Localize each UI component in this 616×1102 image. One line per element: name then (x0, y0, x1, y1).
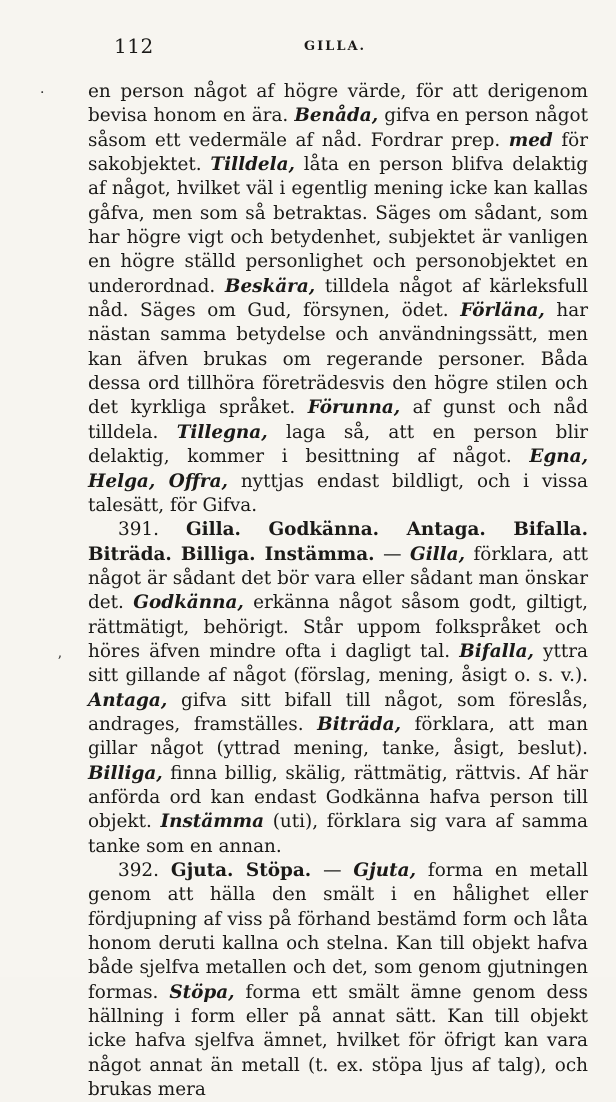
headword-billiga: Billiga, (88, 762, 163, 784)
headword-godkanna: Godkänna, (133, 592, 244, 614)
text-run: en person något af högre värde, för att derigenom bevisa honom en ära. (88, 81, 588, 127)
headword-beskara: Beskära, (224, 275, 316, 297)
text-run: förklara, att något är sådant det bör vara eller sådant man önskar det. (88, 543, 588, 614)
headword-gilla: Gilla, (409, 543, 465, 565)
text-run: af gunst och nåd tilldela. (88, 397, 588, 443)
text-run: låta en person blifva delaktig af något, hvilket väl i egentlig mening icke kan kallas gåfva, men som så betraktas. Säges om sådant, som har högre vigt och betydenhet, subjektet är vanligen en högre ställd personlighet och personobjektet en underordnad. (88, 154, 588, 297)
headword-egna-helga-offra: Egna, Helga, Offra, (88, 446, 588, 492)
text-run: yttra sitt gillande af något (förslag, mening, åsigt o. s. v.). (88, 640, 588, 687)
headword-antaga: Antaga, (88, 689, 168, 711)
section-headwords-391: Gilla. Godkänna. Antaga. Bifalla. Biträda. Billiga. Instämma. (88, 519, 588, 565)
margin-mark-tick: ʼ (57, 654, 62, 670)
text-run: har nästan samma betydelse och användningssätt, men kan äfven brukas om regerande personer. Båda dessa ord tillhöra företrädesvis den högre stilen och det kyrkliga språket. (88, 300, 588, 419)
text-run: forma ett smält ämne genom dess hällning i form eller på annat sätt. Kan till objekt icke hafva sjelfva ämnet, hvilket för öfrigt kan vara något annat än metall (t. ex. stöpa ljus af talg), och brukas mera (88, 981, 588, 1101)
headword-forlana: Förläna, (460, 300, 545, 322)
body-text (88, 80, 588, 1102)
text-run: erkänna något såsom godt, giltigt, rättmätigt, behörigt. Står uppom folkspråket och höres äfven mindre ofta i dagligt tal. (88, 592, 588, 662)
headword-tillegna: Tillegna, (176, 421, 268, 443)
text-run: gifva en person något såsom ett vedermäle af nåd. Fordrar prep. (88, 105, 588, 151)
section-number-391: 391. (118, 519, 159, 541)
text-run: nyttjas endast bildligt, och i vissa talesätt, för Gifva. (88, 470, 588, 516)
text-run: forma en metall genom att hälla den smält i en hålighet eller fördjupning af viss på förhand bestämd form och låta honom deruti kallna och stelna. Kan till objekt hafva både sjelfva metallen och det, som genom gjutningen formas. (88, 860, 589, 1003)
headword-forunna: Förunna, (307, 397, 401, 419)
headword-bifalla: Bifalla, (459, 640, 534, 662)
headword-instamma: Instämma (160, 811, 265, 833)
headword-bitrada: Biträda, (317, 713, 401, 735)
text-run: — (374, 543, 410, 565)
text-run: förklara, att man gillar något (yttrad mening, tanke, åsigt, beslut). (88, 713, 588, 760)
text-run: (uti), förklara sig vara af samma tanke som en annan. (88, 811, 588, 857)
headword-stopa: Stöpa, (169, 981, 235, 1003)
text-run: finna billig, skälig, rättmätig, rättvis. Af här anförda ord kan endast Godkänna hafva person till objekt. (88, 762, 588, 833)
preposition-med: med (508, 129, 553, 151)
section-headwords-392: Gjuta. Stöpa. (170, 860, 312, 881)
paragraph-391 (88, 518, 588, 859)
headword-benada: Benåda, (294, 105, 379, 127)
running-title: GILLA. (304, 39, 367, 54)
margin-mark-dot: · (40, 85, 45, 101)
text-run: för sakobjektet. (88, 129, 588, 176)
text-run: — (311, 860, 354, 881)
paragraph-392 (88, 859, 588, 1102)
text-run: gifva sitt bifall till något, som föreslås, andrages, framställes. (88, 689, 588, 735)
headword-tilldela: Tilldela, (210, 154, 295, 176)
section-number-392: 392. (118, 860, 159, 881)
paragraph-gifva-continuation (88, 80, 588, 518)
headword-gjuta: Gjuta, (353, 860, 416, 881)
page-header (114, 34, 514, 58)
text-run: laga så, att en person blir delaktig, kommer i besittning af något. (88, 421, 588, 468)
page-number: 112 (114, 34, 154, 58)
text-run: tilldela något af kärleksfull nåd. Säges om Gud, försynen, ödet. (88, 275, 588, 322)
